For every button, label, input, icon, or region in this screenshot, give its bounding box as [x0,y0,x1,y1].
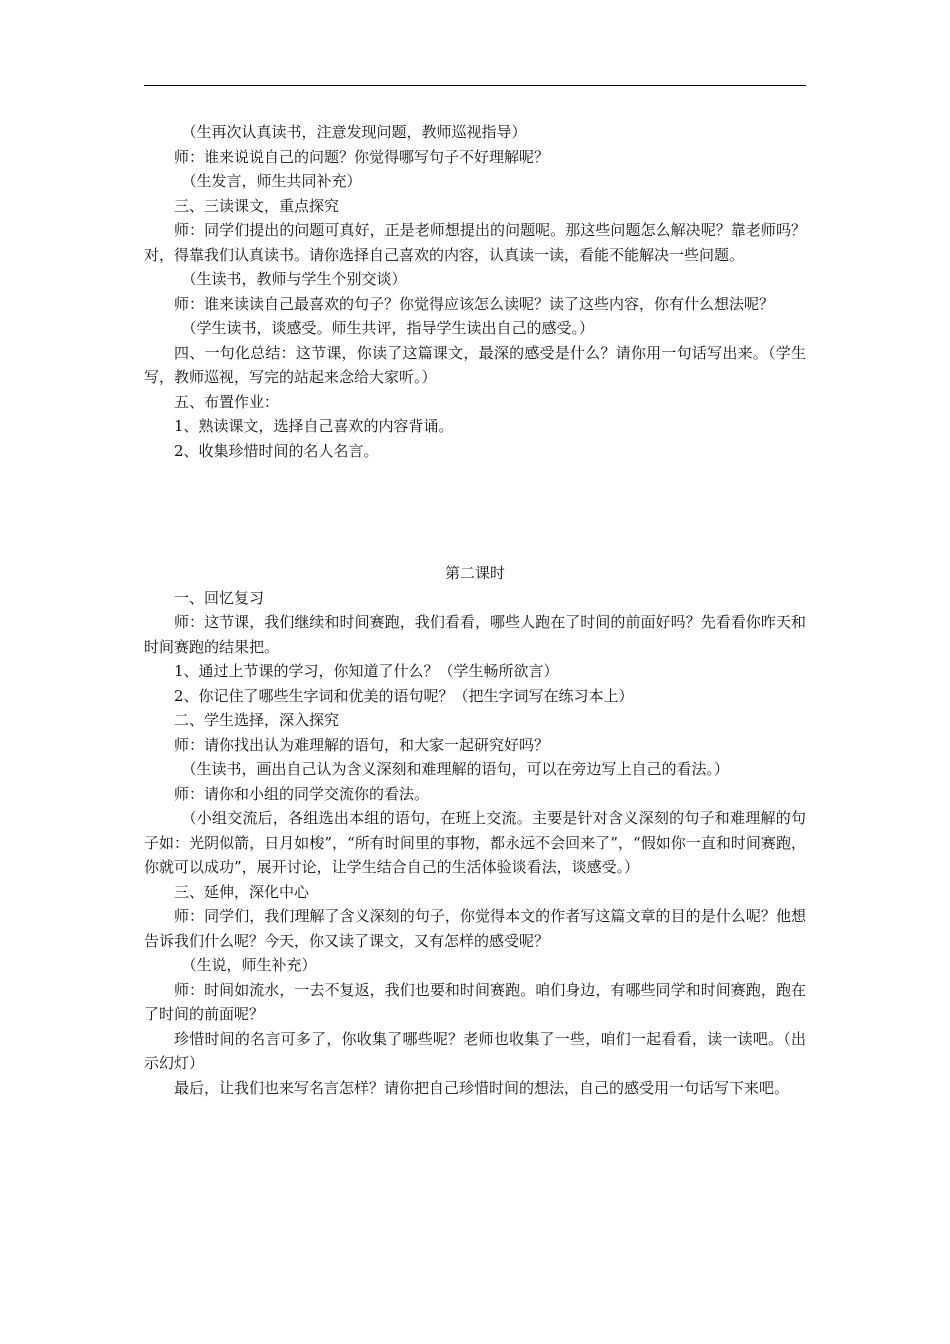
paragraph: （生读书，画出自己认为含义深刻和难理解的语句，可以在旁边写上自己的看法。） [181,760,730,778]
list-item: 2、你记住了哪些生字词和优美的语句呢？（把生字词写在练习本上） [174,686,634,705]
paragraph: （生再次认真读书，注意发现问题，教师巡视指导） [181,123,527,141]
section-heading: 二、学生选择，深入探究 [174,711,340,729]
paragraph: 珍惜时间的名言可多了，你收集了哪些呢？老师也收集了一些，咱们一起看看，读一读吧。（出示幻灯） [144,1029,806,1072]
list-item: 1、通过上节课的学习，你知道了什么？（学生畅所欲言） [174,662,559,680]
section-heading: 五、布置作业： [174,392,280,411]
spacer [144,463,806,561]
section-heading: 三、延伸，深化中心 [174,882,310,901]
lesson-one-section [144,120,806,463]
header-rule [144,85,806,86]
paragraph: （学生读书，谈感受。师生共评，指导学生读出自己的感受。） [181,319,595,337]
document-body [144,120,806,1100]
paragraph: （小组交流后，各组选出本组的语句，在班上交流。主要是针对含义深刻的句子和难理解的句子如：光阴似箭，日月如梭”，“所有时间里的事物，都永远不会回来了”，“假如你一直和时间赛跑，你就可以成功”，展开讨论，让学生结合自己的生活体验谈看法，谈感受。） [144,809,806,876]
paragraph: 师：谁来说说自己的问题？你觉得哪写句子不好理解呢？ [174,147,550,166]
paragraph: 师：这节课，我们继续和时间赛跑，我们看看，哪些人跑在了时间的前面好吗？先看看你昨天和时间赛跑的结果把。 [144,613,806,656]
paragraph: 师：请你找出认为难理解的语句，和大家一起研究好吗？ [174,735,550,754]
list-item: 1、熟读课文，选择自己喜欢的内容背诵。 [174,417,454,435]
section-heading: 三、三读课文，重点探究 [174,196,340,215]
paragraph: 师：同学们提出的问题可真好，正是老师想提出的问题呢。那这些问题怎么解决呢？靠老师吗？对，得靠我们认真读书。请你选择自己喜欢的内容，认真读一读，看能不能解决一些问题。 [144,221,806,264]
lesson-two-section [144,586,806,1101]
list-item: 2、收集珍惜时间的名人名言。 [174,441,379,460]
paragraph: 师：谁来读读自己最喜欢的句子？你觉得应该怎么读呢？读了这些内容，你有什么想法呢？ [174,294,775,313]
paragraph: 师：同学们，我们理解了含义深刻的句子，你觉得本文的作者写这篇文章的目的是什么呢？他想告诉我们什么呢？今天，你又读了课文，又有怎样的感受呢？ [144,907,806,950]
section-title: 第二课时 [444,564,505,582]
section-heading: 一、回忆复习 [174,588,265,607]
paragraph: （生发言，师生共同补充） [181,172,362,190]
paragraph: （生读书，教师与学生个别交谈） [181,270,407,288]
paragraph: 师：请你和小组的同学交流你的看法。 [174,784,430,803]
section-heading: 四、一句化总结：这节课，你读了这篇课文，最深的感受是什么？请你用一句话写出来。（学生写，教师巡视，写完的站起来念给大家听。） [144,343,806,386]
paragraph: （生说，师生补充） [181,956,317,974]
paragraph: 师：时间如流水，一去不复返，我们也要和时间赛跑。咱们身边，有哪些同学和时间赛跑，跑在了时间的前面呢？ [144,980,806,1023]
paragraph: 最后，让我们也来写名言怎样？请你把自己珍惜时间的想法，自己的感受用一句话写下来吧。 [174,1078,790,1097]
